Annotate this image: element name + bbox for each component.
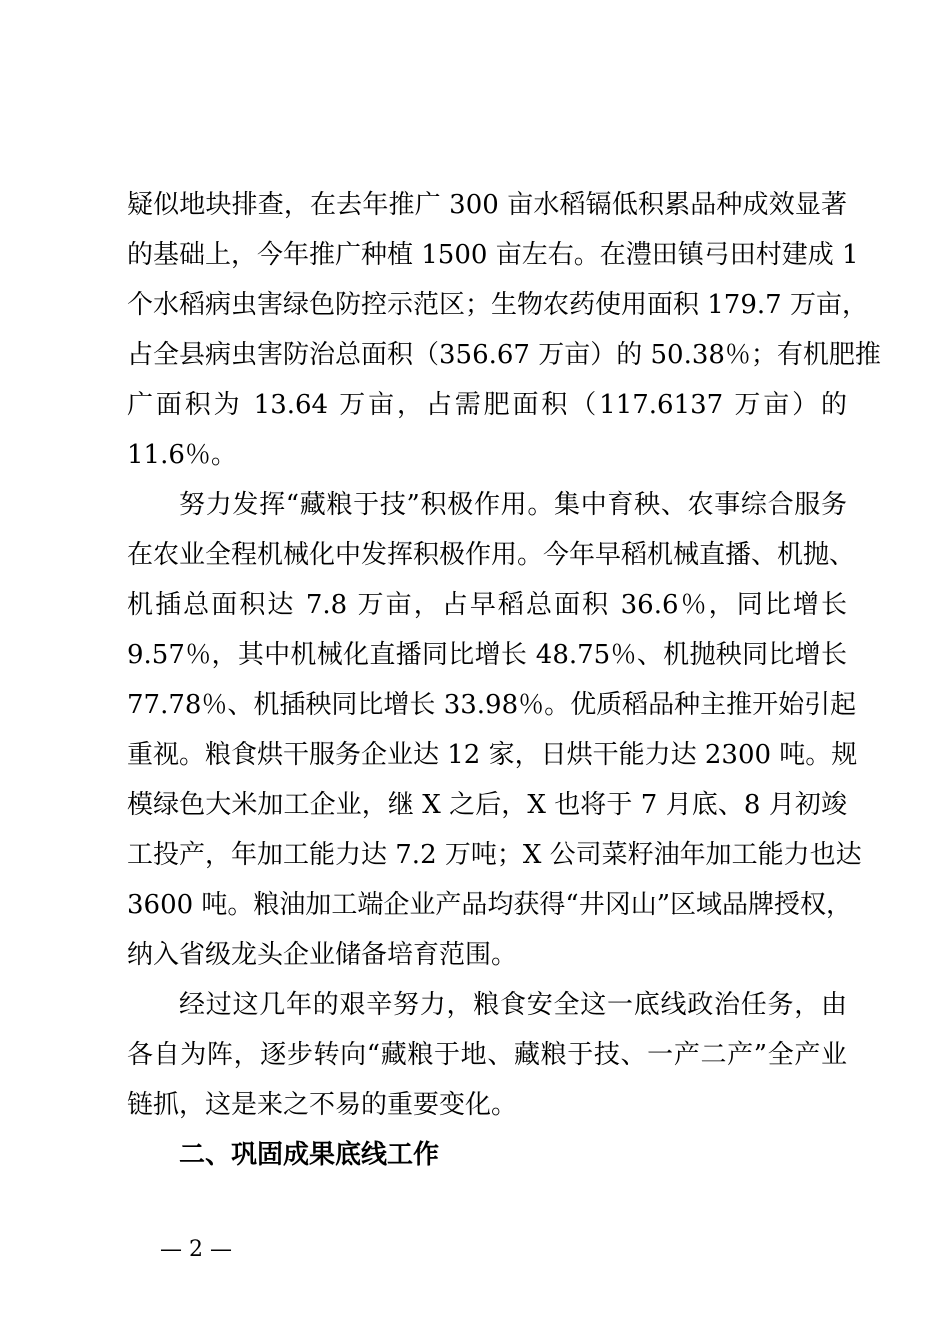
paragraph-first-line: 经过这几年的艰辛努力，粮食安全这一底线政治任务，由 bbox=[179, 990, 847, 1020]
body-text-line: 个水稻病虫害绿色防控示范区；生物农药使用面积 179.7 万亩， bbox=[127, 290, 868, 320]
body-text-line: 3600 吨。粮油加工端企业产品均获得“井冈山”区域品牌授权， bbox=[127, 890, 853, 920]
body-text-line: 占全县病虫害防治总面积（356.67 万亩）的 50.38％；有机肥推 bbox=[127, 340, 881, 370]
paragraph-first-line: 努力发挥“藏粮于技”积极作用。集中育秧、农事综合服务 bbox=[179, 490, 847, 520]
body-text-line: 工投产，年加工能力达 7.2 万吨；X 公司菜籽油年加工能力也达 bbox=[127, 840, 862, 870]
page-number: — 2 — bbox=[160, 1237, 232, 1262]
body-text-line: 纳入省级龙头企业储备培育范围。 bbox=[127, 940, 518, 970]
body-text-line: 11.6％。 bbox=[127, 440, 237, 470]
body-text-line: 链抓，这是来之不易的重要变化。 bbox=[127, 1090, 518, 1120]
body-text-line: 在农业全程机械化中发挥积极作用。今年早稻机械直播、机抛、 bbox=[127, 540, 856, 570]
section-heading: 二、巩固成果底线工作 bbox=[179, 1140, 440, 1170]
body-text-line: 9.57％，其中机械化直播同比增长 48.75％、机抛秧同比增长 bbox=[127, 640, 847, 670]
body-text-line: 的基础上，今年推广种植 1500 亩左右。在澧田镇弓田村建成 1 bbox=[127, 240, 859, 270]
body-text-line: 机插总面积达 7.8 万亩，占早稻总面积 36.6％，同比增长 bbox=[127, 590, 847, 620]
body-text-line: 各自为阵，逐步转向“藏粮于地、藏粮于技、一产二产”全产业 bbox=[127, 1040, 847, 1070]
body-text-line: 广面积为 13.64 万亩，占需肥面积（117.6137 万亩）的 bbox=[127, 390, 847, 420]
body-text-line: 重视。粮食烘干服务企业达 12 家，日烘干能力达 2300 吨。规 bbox=[127, 740, 858, 770]
body-text-line: 77.78％、机插秧同比增长 33.98％。优质稻品种主推开始引起 bbox=[127, 690, 857, 720]
body-text-line: 疑似地块排查，在去年推广 300 亩水稻镉低积累品种成效显著 bbox=[127, 190, 847, 220]
body-text-line: 模绿色大米加工企业，继 X 之后，X 也将于 7 月底、8 月初竣 bbox=[127, 790, 847, 820]
